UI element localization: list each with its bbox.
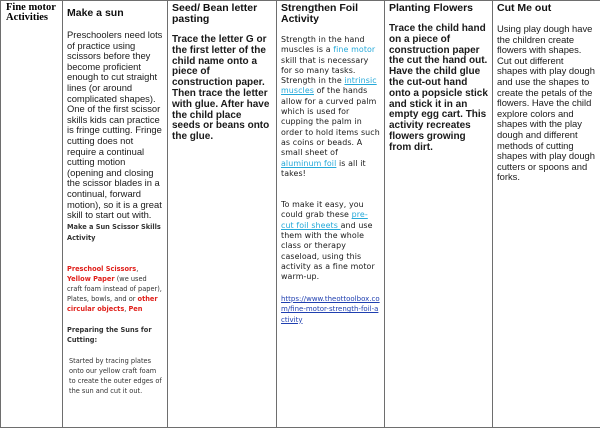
activity-body: Trace the letter G or the first letter of the child name onto a piece of construction paper. Then trace the letter with glue. After have the child place seeds or beans onto the glue. <box>172 34 270 143</box>
link-pre-cut-foil-sheets[interactable]: pre-cut foil sheets <box>281 210 368 230</box>
row-label: Fine motor Activities <box>6 2 56 23</box>
source-url-link[interactable]: https://www.theottoolbox.com/fine-motor-strength-foil-activity <box>281 294 380 324</box>
text-run: Strength in the hand muscles is a <box>281 35 365 55</box>
material-pen: Pen <box>128 304 143 313</box>
text-run: is all it takes! <box>281 158 366 178</box>
link-fine-motor[interactable]: fine motor <box>333 45 376 55</box>
material-scissors: Preschool Scissors <box>67 264 137 273</box>
materials-list <box>67 264 163 314</box>
steps-text: Started by tracing plates onto our yellow craft foam to create the outer edges of the sun and cut it out. <box>69 356 162 395</box>
activity-body: Using play dough have the children create flowers with shapes. Cut out different shapes with play dough and use the shapes to create the petals of the flowers. Have the child explore colors and shapes with the play dough and different methods of cutting shapes with play dough cutters or spoons and forks. <box>497 23 595 183</box>
link-aluminum-foil[interactable]: aluminum foil <box>281 158 337 168</box>
activity-cell-planting-flowers <box>385 1 493 428</box>
activity-cell-strengthen-foil <box>277 1 385 428</box>
text-run: and use them with the whole class or therapy caseload, using this activity as a fine motor warm-up. <box>281 220 375 282</box>
activity-cell-make-a-sun <box>63 1 168 428</box>
activity-title: Strengthen Foil Activity <box>281 2 358 25</box>
material-sep: , <box>124 304 129 313</box>
material-yellow-paper: Yellow Paper <box>67 274 115 283</box>
text-run: of the hands allow for a curved palm which is used for cupping the palm in order to hold items such as coins or beads. A small sheet of <box>281 86 380 158</box>
activity-title: Cut Me out <box>497 2 552 14</box>
text-run: To make it easy, you could grab these <box>281 200 364 220</box>
material-sep: , <box>136 264 139 273</box>
link-intrinsic-muscles[interactable]: intrinsic muscles <box>281 76 377 96</box>
material-circular-objects: other circular objects <box>67 294 158 313</box>
intro-text: Preschoolers need lots of practice using scissors before they become proficient enough to cut straight lines (or around complicated shapes). One of the first scissor skills kids can practice is fringe cutting. Fringe cutting does not require a continual cutting motion (opening and closing the scissor blades in a continual, forward motion), so it is a great skill to start out with. <box>67 29 163 221</box>
foil-paragraph-1 <box>281 35 380 179</box>
activity-cell-seed-bean <box>168 1 277 428</box>
intro-tail: Make a Sun Scissor Skills Activity <box>67 222 161 242</box>
text-run: skill that is necessary for so many tasks. Strength in the <box>281 55 369 86</box>
activity-title: Seed/ Bean letter pasting <box>172 2 258 25</box>
activity-intro <box>67 30 163 243</box>
material-plates: (we used craft foam instead of paper), Plates, bowls, and or <box>67 274 162 303</box>
activity-title: Planting Flowers <box>389 2 474 14</box>
foil-paragraph-2 <box>281 200 380 282</box>
table-row <box>1 1 600 428</box>
subheading: Preparing the Suns for Cutting: <box>67 325 152 344</box>
activity-cell-cut-me-out <box>493 1 600 428</box>
activity-title: Make a sun <box>67 7 124 19</box>
row-label-cell <box>1 1 63 428</box>
activity-body: Trace the child hand on a piece of construction paper the cut the hand out. Have the child glue the cut-out hand onto a popsicle stick and stick it in an empty egg cart. This activity recreates flowers growing from dirt. <box>389 23 488 153</box>
